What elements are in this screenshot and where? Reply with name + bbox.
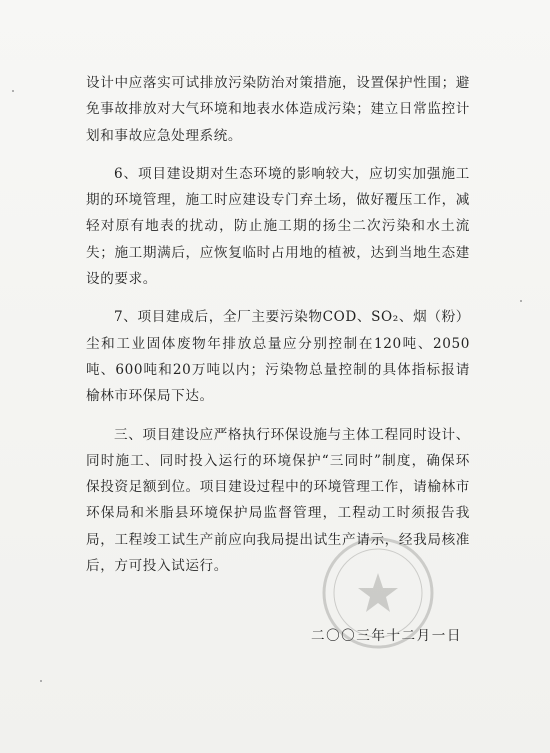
scan-speck <box>520 300 522 302</box>
scan-speck <box>12 90 14 92</box>
paragraph-section-3: 三、项目建设应严格执行环保设施与主体工程同时设计、同时施工、同时投入运行的环境保护“三同时”制度，确保环保投资足额到位。项目建设过程中的环境管理工作，请榆林市环保局和米脂县环境保护局监督管理，工程动工时须报告我局，工程竣工试生产前应向我局提出试生产请示，经我局核准后，方可投入试运行。 <box>86 426 470 575</box>
document-body <box>86 70 470 579</box>
paragraph-item-6: 6、项目建设期对生态环境的影响较大，应切实加强施工期的环境管理，施工时应建设专门弃土场，做好覆压工作，减轻对原有地表的扰动，防止施工期的扬尘二次污染和水土流失；施工期满后，应恢复临时占用地的植被，达到当地生态建设的要求。 <box>86 165 470 288</box>
scan-speck <box>40 680 42 682</box>
document-date: 二〇〇三年十二月一日 <box>311 628 462 644</box>
paragraph-item-7: 7、项目建成后，全厂主要污染物COD、SO₂、烟（粉）尘和工业固体废物年排放总量应分别控制在120吨、2050吨、600吨和20万吨以内；污染物总量控制的具体指标报请榆林市环保局下达。 <box>86 309 470 405</box>
paragraph-continuation: 设计中应落实可试排放污染防治对策措施，设置保护性围；避免事故排放对大气环境和地表水体造成污染；建立日常监控计划和事故应急处理系统。 <box>86 75 470 144</box>
